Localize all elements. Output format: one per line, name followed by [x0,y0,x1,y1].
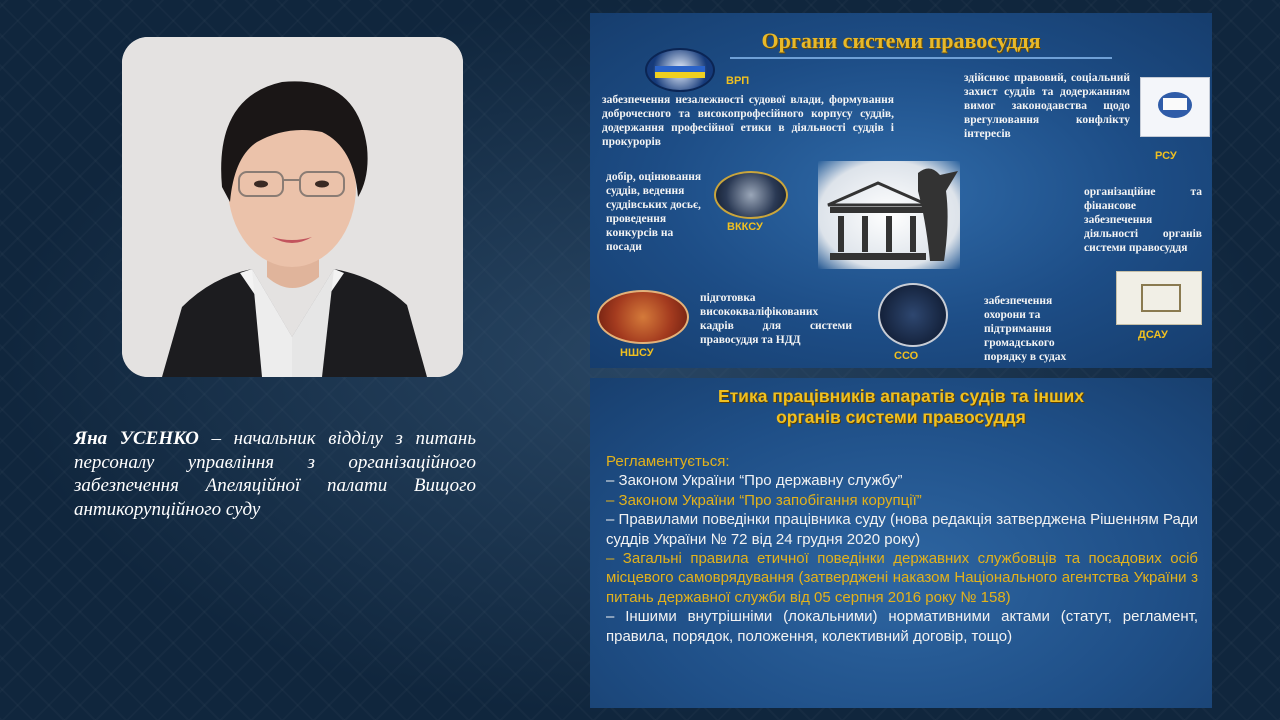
ethics-line-anticorruption-law: – Законом України “Про запобігання корупції” [606,491,922,509]
rsu-emblem-icon [1140,77,1210,137]
dsau-emblem-icon [1116,271,1202,325]
ethics-body [606,452,1198,646]
ethics-title-line-1: Етика працівників апаратів судів та інших [717,386,1085,406]
rsu-text: здійснює правовий, соціальний захист суддів та додержанням вимог законодавства щодо врегулювання конфлікту інтересів [964,72,1130,140]
person-caption [74,427,476,521]
nshsu-label: НШСУ [620,347,654,359]
ethics-line-internal-acts: – Іншими внутрішніми (локальними) нормативними актами (статут, регламент, правила, порядок, положення, колективний договір, тощо) [606,608,1198,645]
title-underline [730,57,1112,59]
vkksu-text: добір, оцінювання суддів, ведення суддівських досьє, проведення конкурсів на посади [606,171,702,253]
vkksu-emblem-icon [714,171,788,219]
justice-organs-title: Органи системи правосуддя [761,28,1041,53]
portrait-photo [122,37,463,377]
ethics-line-court-staff-rules: – Правилами поведінки працівника суду (нова редакція затверджена Рішенням Ради суддів України № 72 від 24 грудня 2020 року) [606,511,1198,548]
vrp-text: забезпечення незалежності судової влади, формування доброчесного та високопрофесійного корпусу суддів, додержання професійної етики в діяльності суддів і прокурорів [602,94,894,148]
ethics-line-civil-service-law: – Законом України “Про державну службу” [606,472,903,490]
vkksu-label: ВККСУ [727,221,763,233]
sso-text: забезпечення охорони та підтримання громадського порядку в судах [984,295,1067,363]
person-position: – начальник відділу з питань персоналу управління з організаційного забезпечення Апеляційної палати Вищого антикорупційного суду [74,428,477,520]
dsau-label: ДСАУ [1138,329,1168,341]
nshsu-emblem-icon [597,290,689,344]
sso-emblem-icon [878,283,948,347]
nshsu-text: підготовка висококваліфікованих кадрів для системи правосуддя та НДД [700,292,852,346]
ethics-title-line-2: органів системи правосуддя [776,407,1026,427]
ethics-title [590,386,1212,428]
vrp-emblem-icon [645,48,715,92]
vrp-label: ВРП [726,75,750,87]
sso-label: ССО [894,350,919,362]
person-name: Яна УСЕНКО [74,428,199,449]
court-building-icon [818,161,960,269]
ethics-line-general-rules: – Загальні правила етичної поведінки державних службовців та посадових осіб місцевого самоврядування (затверджені наказом Національного агентства України з питань державної служби від 05 серпня 2016 року № 158) [606,550,1198,606]
dsau-text: організаційне та фінансове забезпечення діяльності органів системи правосуддя [1084,186,1202,254]
ethics-line-regulated: Регламентується: [606,453,730,470]
justice-organs-panel [590,13,1212,368]
rsu-label: РСУ [1155,150,1177,162]
ethics-panel [590,378,1212,708]
